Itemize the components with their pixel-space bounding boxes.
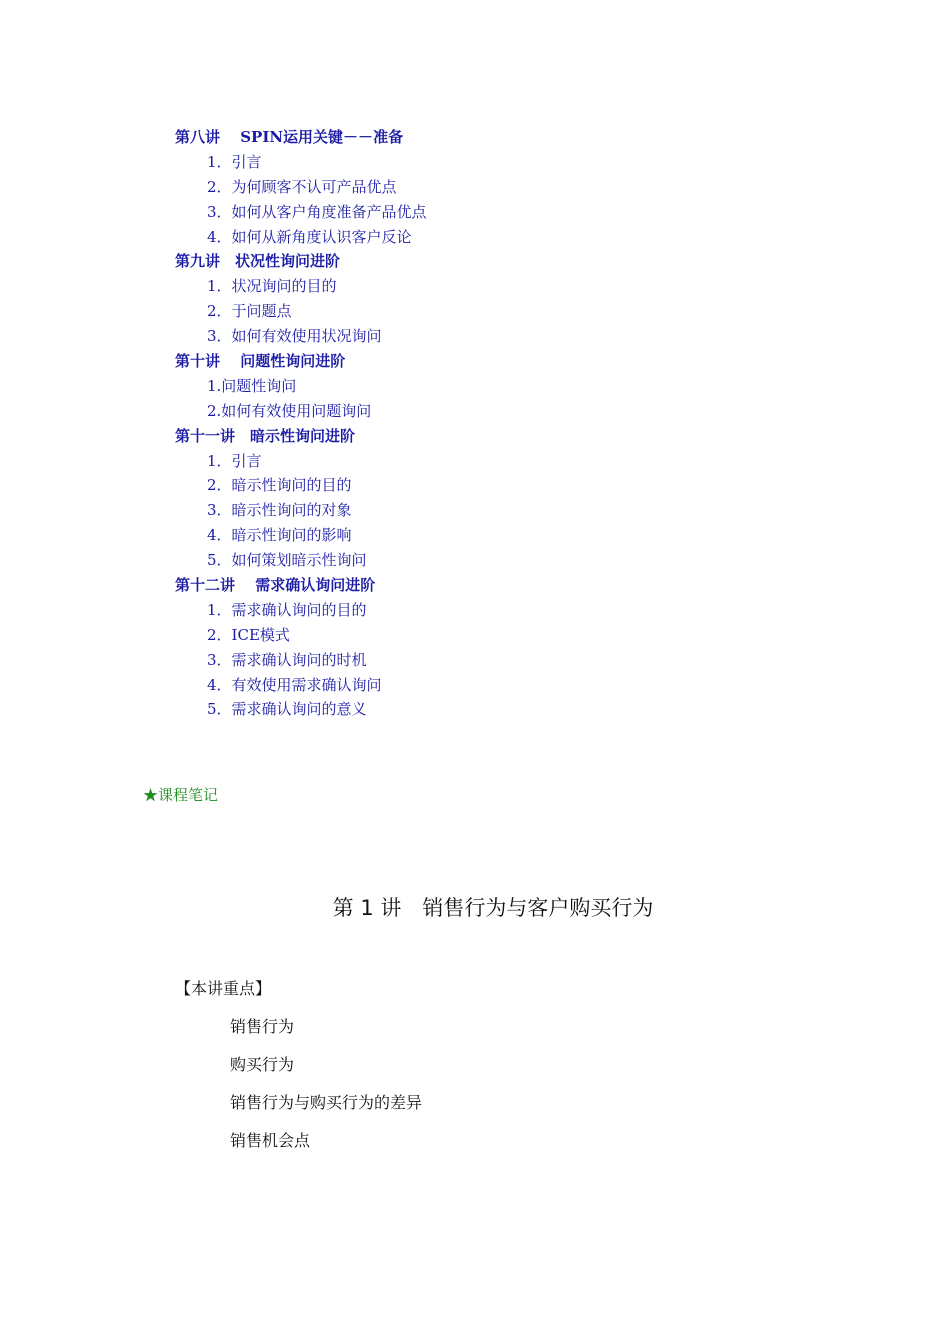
- toc-item-link[interactable]: 2．暗示性询问的目的: [207, 476, 352, 495]
- key-points-label: 【本讲重点】: [175, 979, 272, 998]
- toc-item-link[interactable]: 1．需求确认询问的目的: [207, 600, 367, 619]
- toc-lecture-link[interactable]: 第十一讲 暗示性询问进阶: [175, 426, 356, 445]
- toc-item-link[interactable]: 2.如何有效使用问题询问: [207, 401, 372, 420]
- toc-item-link[interactable]: 4．暗示性询问的影响: [207, 526, 352, 545]
- toc-item-link[interactable]: 4．有效使用需求确认询问: [207, 675, 382, 694]
- key-point-item: 购买行为: [230, 1055, 295, 1074]
- key-point-item: 销售机会点: [230, 1131, 311, 1150]
- toc-item-link[interactable]: 3．暗示性询问的对象: [207, 501, 352, 520]
- lecture-title: 第 1 讲 销售行为与客户购买行为: [332, 896, 654, 920]
- key-point-item: 销售行为: [230, 1017, 295, 1036]
- course-notes-link[interactable]: ★课程笔记: [143, 786, 219, 804]
- toc-item-link[interactable]: 5．如何策划暗示性询问: [207, 551, 367, 570]
- toc-lecture-link[interactable]: 第九讲 状况性询问进阶: [175, 252, 341, 271]
- toc-item-link[interactable]: 4．如何从新角度认识客户反论: [207, 227, 412, 246]
- key-point-item: 销售行为与购买行为的差异: [230, 1093, 423, 1112]
- toc-lecture-link[interactable]: 第十讲 问题性询问进阶: [175, 352, 346, 371]
- toc-item-link[interactable]: 2．ICE模式: [207, 625, 290, 644]
- table-of-contents: [175, 125, 775, 722]
- toc-item-link[interactable]: 1．状况询问的目的: [207, 277, 337, 296]
- toc-item-link[interactable]: 3．需求确认询问的时机: [207, 650, 367, 669]
- toc-item-link[interactable]: 5．需求确认询问的意义: [207, 700, 367, 719]
- toc-item-link[interactable]: 3．如何从客户角度准备产品优点: [207, 202, 427, 221]
- toc-item-link[interactable]: 3．如何有效使用状况询问: [207, 327, 382, 346]
- toc-item-link[interactable]: 1．引言: [207, 152, 262, 171]
- toc-item-link[interactable]: 2．为何顾客不认可产品优点: [207, 177, 397, 196]
- toc-item-link[interactable]: 1．引言: [207, 451, 262, 470]
- toc-lecture-link[interactable]: 第八讲 SPIN运用关键－－准备: [175, 128, 404, 146]
- key-points-list: [230, 1014, 422, 1166]
- toc-lecture-link[interactable]: 第十二讲 需求确认询问进阶: [175, 576, 376, 595]
- toc-item-link[interactable]: 2．于问题点: [207, 302, 292, 321]
- toc-item-link[interactable]: 1.问题性询问: [207, 376, 297, 395]
